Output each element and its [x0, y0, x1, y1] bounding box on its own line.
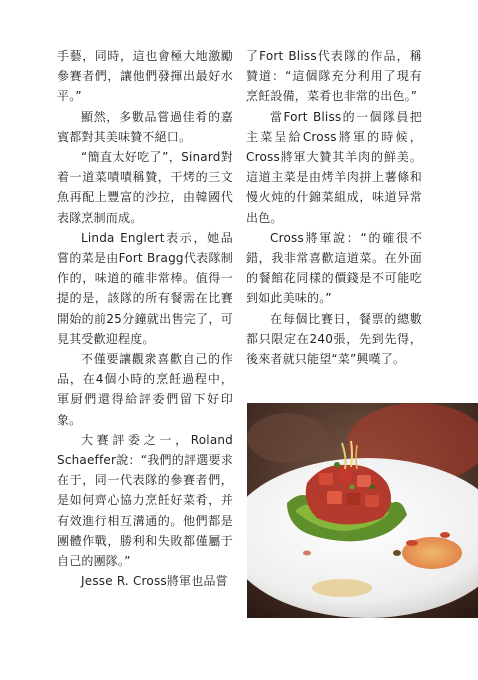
- paragraph-continuation: 手藝，同時，這也會極大地激勵參賽者們，讓他們發揮出最好水平。”: [57, 49, 233, 104]
- left-column: [57, 46, 233, 591]
- right-column: [246, 46, 422, 369]
- paragraph: Linda Englert表示，她品嘗的菜是由Fort Bragg代表隊制作的，味道的確非常棒。值得一提的是，該隊的所有餐需在比賽開始的前25分鐘就出售完了，可見其受歡迎程度。: [57, 230, 233, 346]
- paragraph: Cross將軍說：“的確很不錯，我非常喜歡這道菜。在外面的餐館花同樣的價錢是不可能吃到如此美味的。”: [246, 230, 422, 306]
- paragraph: “簡直太好吃了”，Sinard對着一道菜嘖嘖稱贊，干烤的三文魚再配上豐富的沙拉，由韓國代表隊烹制而成。: [57, 150, 233, 225]
- paragraph: 在每個比賽日，餐票的總數都只限定在240張，先到先得，後來者就只能望“菜”興嘆了。: [246, 311, 422, 367]
- paragraph: 顯然，多數品嘗過佳肴的嘉賓都對其美味贊不絕口。: [57, 109, 233, 144]
- paragraph: 當Fort Bliss的一個隊員把主菜呈給Cross將軍的時候，Cross將軍大贊其羊肉的鮮美。這道主菜是由烤羊肉拼上薯條和慢火炖的什錦菜組成，味道异常出色。: [246, 109, 422, 225]
- food-photo: [247, 403, 478, 618]
- paragraph: Jesse R. Cross將軍也品嘗: [81, 574, 228, 589]
- paragraph: 不僅要讓觀衆喜歡自己的作品，在4個小時的烹飪過程中，軍厨們還得給評委們留下好印象。: [57, 352, 233, 427]
- paragraph: 大賽評委之一，Roland Schaeffer說：“我們的評選要求在于，同一代表隊的參賽者們，是如何齊心協力烹飪好菜肴，并有效進行相互溝通的。他們都是團體作戰，勝利和失敗都僅屬于自己的團隊。”: [57, 432, 233, 569]
- paragraph-continuation: 了Fort Bliss代表隊的作品，稱贊道：“這個隊充分利用了現有烹飪設備，菜肴也非常的出色。”: [246, 49, 422, 104]
